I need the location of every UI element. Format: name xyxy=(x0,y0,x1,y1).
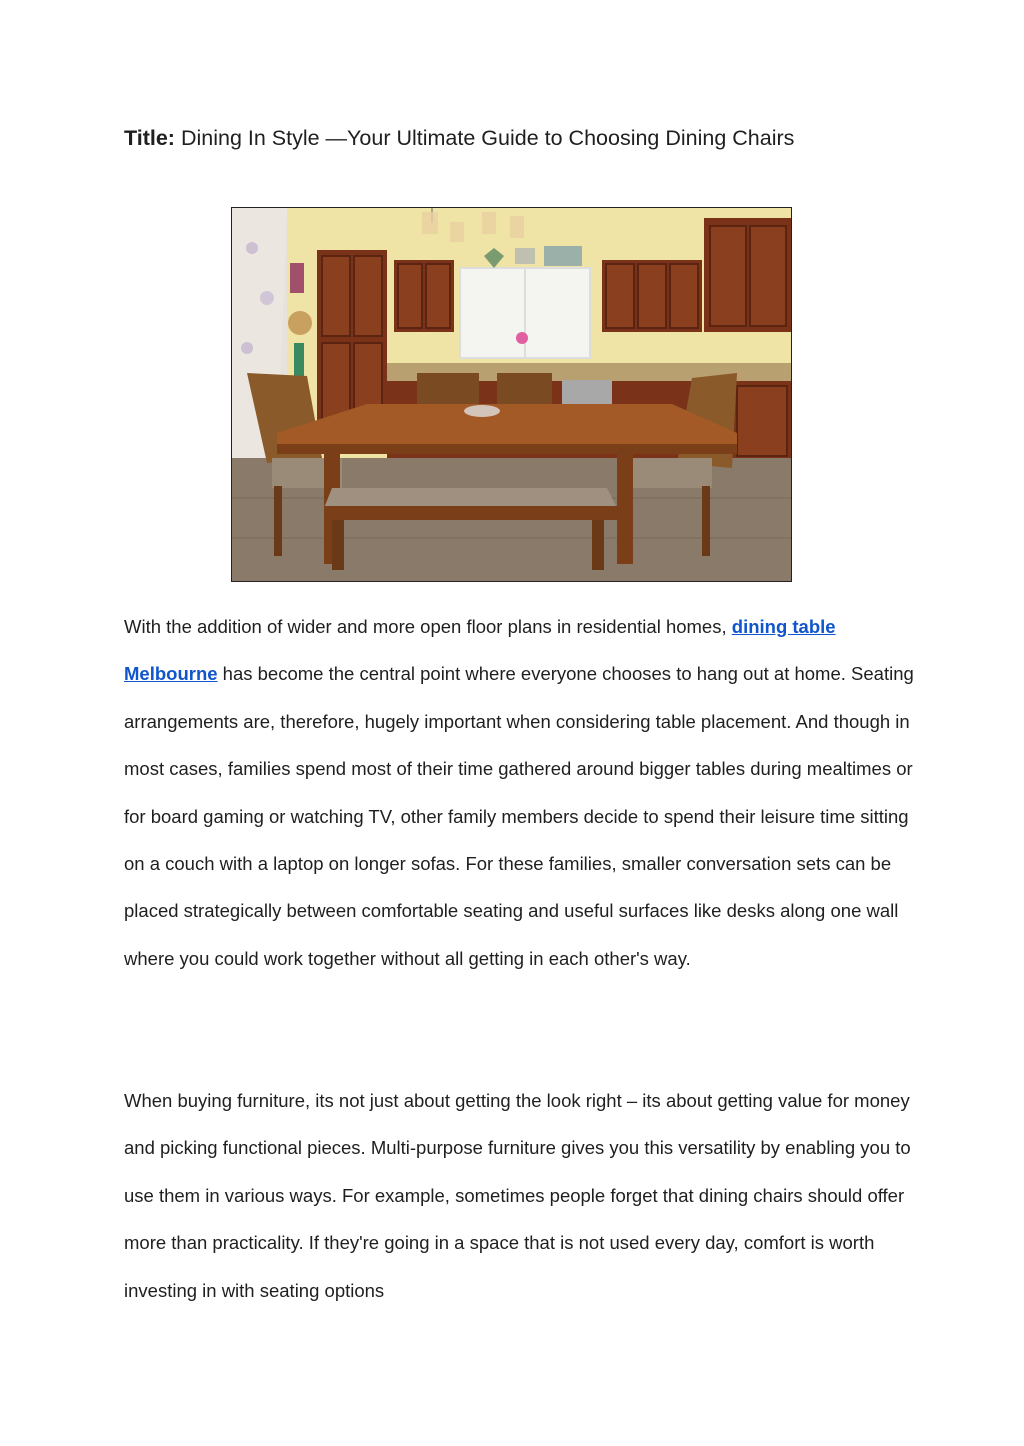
paragraph-2: When buying furniture, its not just about getting the look right – its about getting value for money and picking functional pieces. Multi-purpose furniture gives you this versatility by enabling you to use them in various ways. For example, sometimes people forget that dining chairs should offer more than practicality. If they're going in a space that is not used every day, comfort is worth investing in with seating options xyxy=(124,1090,911,1301)
title-text: Dining In Style —Your Ultimate Guide to Choosing Dining Chairs xyxy=(180,126,795,150)
dining-table-melbourne-link[interactable]: dining table Melbourne xyxy=(124,616,836,685)
document-title xyxy=(124,124,924,152)
paragraph-1-text-start: With the addition of wider and more open floor plans in residential homes, xyxy=(124,616,732,637)
paragraph-1 xyxy=(124,603,914,982)
title-label: Title: xyxy=(124,126,175,150)
paragraph-1-text-end: has become the central point where everyone chooses to hang out at home. Seating arrangements are, therefore, hugely important when considering table placement. And though in most cases, families spend most of their time gathered around bigger tables during mealtimes or for board gaming or watching TV, other family members decide to spend their leisure time sitting on a couch with a laptop on longer sofas. For these families, smaller conversation sets can be placed strategically between comfortable seating and useful surfaces like desks along one wall where you could work together without all getting in each other's way. xyxy=(124,663,914,969)
dining-room-photo xyxy=(231,207,792,582)
